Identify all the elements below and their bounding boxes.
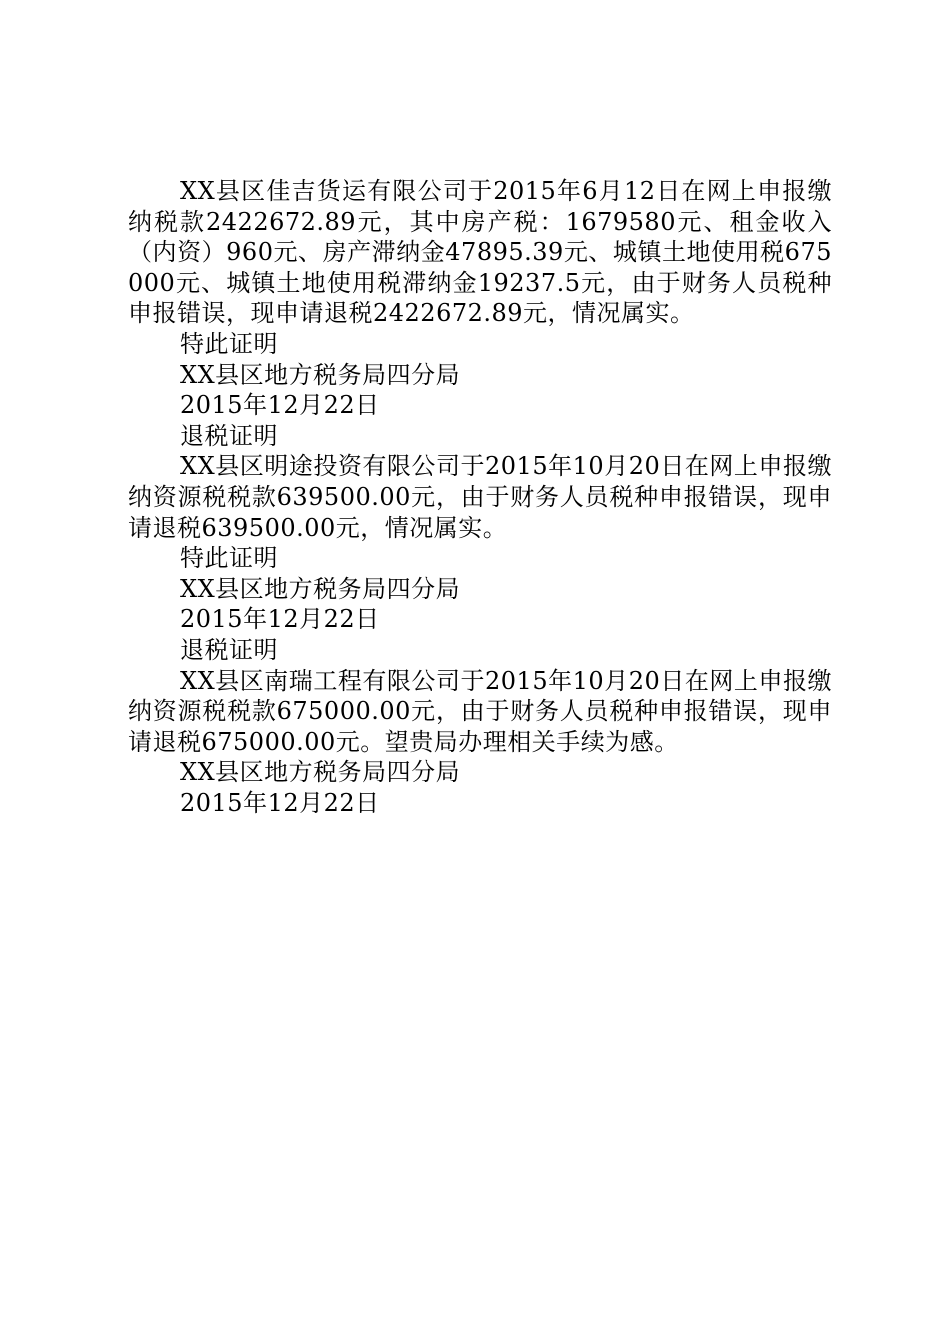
certificate-1-closing: 特此证明 (180, 329, 278, 358)
certificate-2-closing: 特此证明 (180, 544, 278, 573)
certificate-3-date: 2015年12月22日 (180, 788, 380, 817)
certificate-3-body: XX县区南瑞工程有限公司于2015年10月20日在网上申报缴纳资源税税款675000.00元，由于财务人员税种申报错误，现申请退税675000.00元。望贵局办理相关手续为感。 (128, 666, 832, 756)
certificate-2-issuer: XX县区地方税务局四分局 (180, 574, 461, 603)
certificate-2-title: 退税证明 (180, 421, 278, 450)
certificate-3-title: 退税证明 (180, 635, 278, 664)
certificate-2-date: 2015年12月22日 (180, 605, 380, 634)
certificate-1-issuer: XX县区地方税务局四分局 (180, 360, 461, 389)
certificate-1-date: 2015年12月22日 (180, 391, 380, 420)
document-page (128, 176, 832, 818)
certificate-1-body: XX县区佳吉货运有限公司于2015年6月12日在网上申报缴纳税款2422672.89元，其中房产税：1679580元、租金收入（内资）960元、房产滞纳金47895.39元、城镇土地使用税675000元、城镇土地使用税滞纳金19237.5元，由于财务人员税种申报错误，现申请退税2422672.89元，情况属实。 (128, 177, 832, 328)
certificate-2-body: XX县区明途投资有限公司于2015年10月20日在网上申报缴纳资源税税款639500.00元，由于财务人员税种申报错误，现申请退税639500.00元，情况属实。 (128, 452, 832, 542)
certificate-3-issuer: XX县区地方税务局四分局 (180, 758, 461, 787)
